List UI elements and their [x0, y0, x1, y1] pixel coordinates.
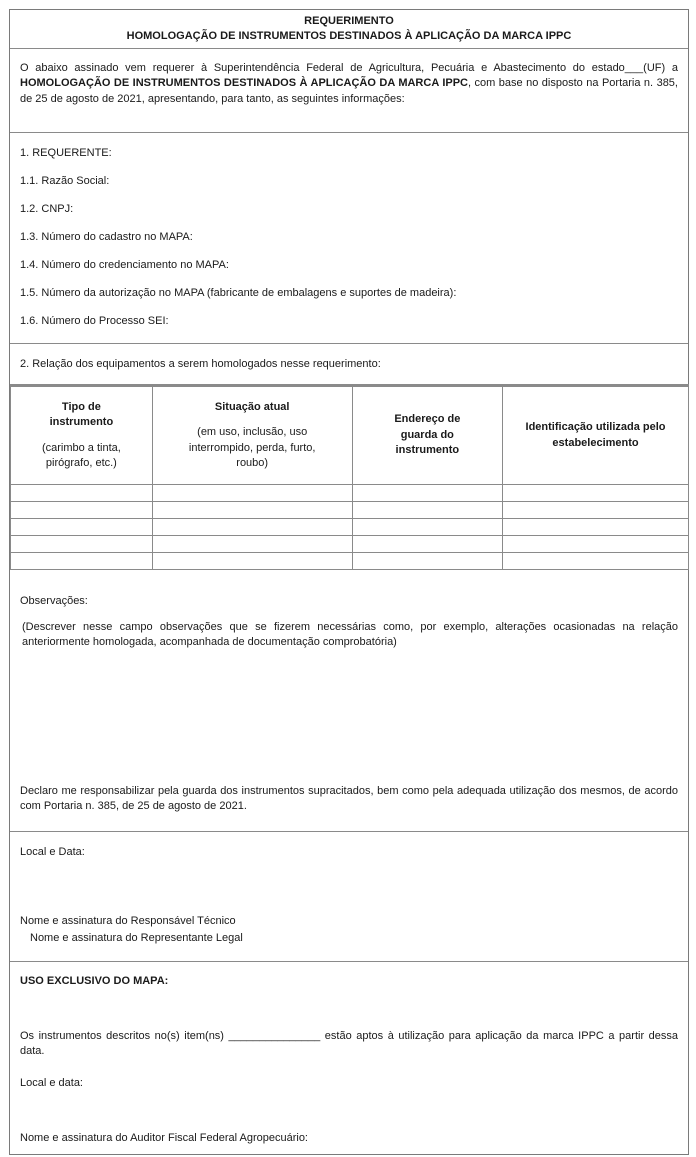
column-endereco-guarda: [352, 386, 502, 485]
table-cell[interactable]: [152, 502, 352, 519]
column-tipo-instrumento: [11, 386, 153, 485]
field-razao-social[interactable]: 1.1. Razão Social:: [20, 175, 110, 187]
form-header: [10, 10, 688, 49]
column-title: Situação atual: [214, 400, 290, 413]
equipamentos-section: [10, 344, 688, 588]
field-credenciamento-mapa[interactable]: 1.4. Número do credenciamento no MAPA:: [20, 259, 229, 271]
table-cell[interactable]: [352, 536, 502, 553]
column-title: Identificação utilizada pelo estabelecimento: [525, 421, 666, 449]
uso-exclusivo-statement[interactable]: Os instrumentos descritos no(s) item(ns) _______________ estão aptos à utilização para aplicação da marca IPPC a partir dessa data.: [20, 1030, 678, 1058]
table-row: [11, 485, 689, 502]
requerente-section: [10, 133, 688, 344]
observacoes-label: Observações:: [20, 595, 88, 607]
table-cell[interactable]: [503, 519, 689, 536]
intro-section: [10, 49, 688, 133]
table-row: [11, 519, 689, 536]
local-data-label[interactable]: Local e Data:: [20, 846, 85, 858]
table-cell[interactable]: [11, 553, 153, 570]
table-cell[interactable]: [352, 553, 502, 570]
uso-exclusivo-heading: USO EXCLUSIVO DO MAPA:: [20, 975, 169, 987]
responsavel-tecnico-signature[interactable]: Nome e assinatura do Responsável Técnico: [20, 915, 236, 927]
table-cell[interactable]: [11, 519, 153, 536]
table-cell[interactable]: [152, 536, 352, 553]
equipamentos-heading: 2. Relação dos equipamentos a serem homologados nesse requerimento:: [20, 358, 381, 370]
representante-legal-signature[interactable]: Nome e assinatura do Representante Legal: [30, 932, 243, 944]
column-title: Tipo de instrumento: [49, 400, 114, 429]
form-title: REQUERIMENTO: [304, 15, 394, 27]
column-identificacao: [503, 386, 689, 485]
field-cnpj[interactable]: 1.2. CNPJ:: [20, 203, 74, 215]
table-header-row: [11, 386, 689, 485]
field-processo-sei[interactable]: 1.6. Número do Processo SEI:: [20, 315, 169, 327]
table-cell[interactable]: [503, 485, 689, 502]
uso-exclusivo-local-data[interactable]: Local e data:: [20, 1077, 83, 1089]
column-title: Endereço de guarda do instrumento: [394, 413, 461, 457]
auditor-signature[interactable]: Nome e assinatura do Auditor Fiscal Federal Agropecuário:: [20, 1132, 308, 1144]
form-subtitle: HOMOLOGAÇÃO DE INSTRUMENTOS DESTINADOS À APLICAÇÃO DA MARCA IPPC: [126, 30, 572, 42]
table-cell[interactable]: [152, 553, 352, 570]
table-row: [11, 553, 689, 570]
table-cell[interactable]: [152, 485, 352, 502]
table-cell[interactable]: [11, 485, 153, 502]
requerimento-form: [9, 9, 689, 1155]
intro-text: [20, 61, 678, 107]
table-row: [11, 502, 689, 519]
column-situacao-atual: [152, 386, 352, 485]
table-cell[interactable]: [503, 502, 689, 519]
table-cell[interactable]: [352, 485, 502, 502]
table-row: [11, 536, 689, 553]
table-cell[interactable]: [11, 502, 153, 519]
intro-text-part1: O abaixo assinado vem requerer à Superintendência Federal de Agricultura, Pecuária e Abastecimento do estado___(UF) a: [20, 62, 678, 74]
intro-text-part2: , com base no disposto na Portaria n. 385, de 25 de agosto de 2021, apresentando, para tanto, as seguintes informações:: [20, 77, 678, 105]
table-cell[interactable]: [152, 519, 352, 536]
table-cell[interactable]: [11, 536, 153, 553]
table-cell[interactable]: [503, 536, 689, 553]
field-cadastro-mapa[interactable]: 1.3. Número do cadastro no MAPA:: [20, 231, 193, 243]
equipamentos-table: [10, 384, 689, 570]
intro-text-bold: HOMOLOGAÇÃO DE INSTRUMENTOS DESTINADOS À APLICAÇÃO DA MARCA IPPC: [20, 77, 468, 90]
declaration-text: Declaro me responsabilizar pela guarda dos instrumentos supracitados, bem como pela adequada utilização dos mesmos, de acordo com Portaria n. 385, de 25 de agosto de 2021.: [20, 785, 678, 813]
column-note: (carimbo a tinta, pirógrafo, etc.): [41, 441, 121, 469]
table-cell[interactable]: [503, 553, 689, 570]
table-cell[interactable]: [352, 519, 502, 536]
observacoes-section: [10, 588, 688, 832]
local-data-section: [10, 832, 688, 962]
observacoes-hint[interactable]: (Descrever nesse campo observações que se fizerem necessárias como, por exemplo, alterações ocasionadas na relação anteriormente homologada, acompanhada de documentação comprobatória): [22, 621, 678, 649]
column-note: (em uso, inclusão, uso interrompido, perda, furto, roubo): [188, 426, 316, 469]
requerente-heading: 1. REQUERENTE:: [20, 147, 112, 159]
uso-exclusivo-section: [10, 962, 688, 1156]
field-autorizacao-mapa[interactable]: 1.5. Número da autorização no MAPA (fabricante de embalagens e suportes de madeira):: [20, 287, 457, 299]
table-cell[interactable]: [352, 502, 502, 519]
